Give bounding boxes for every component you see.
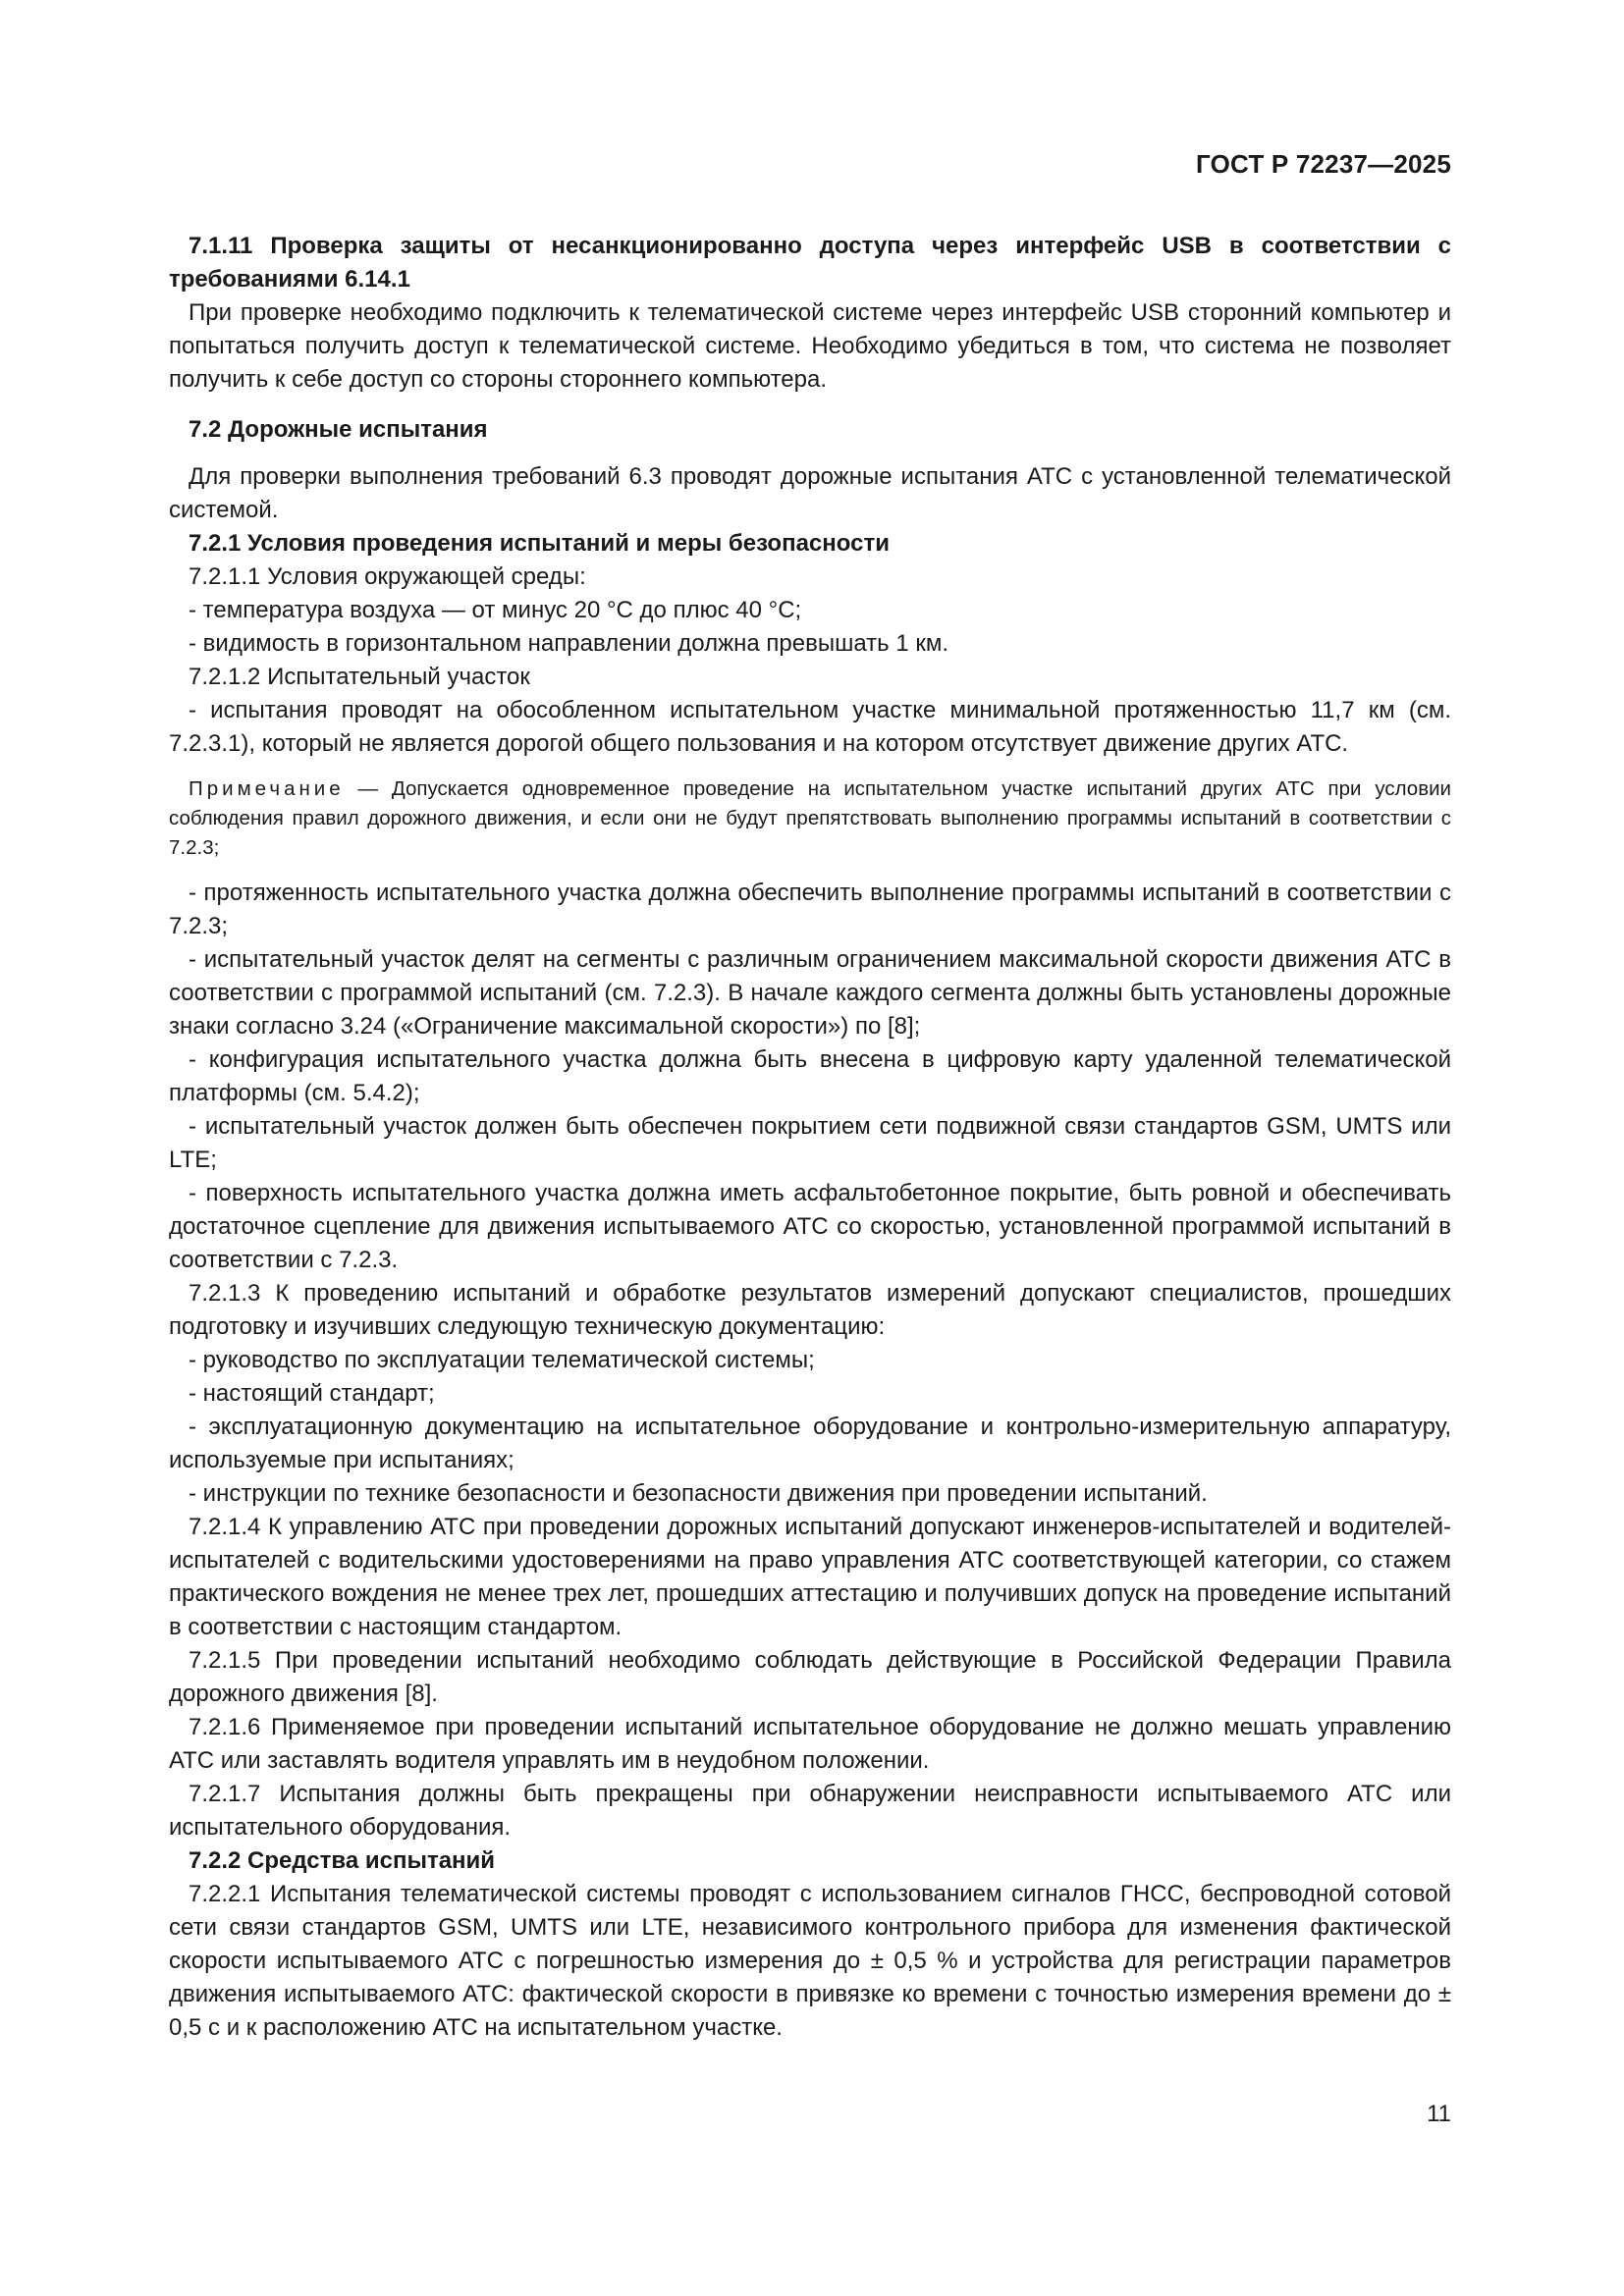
section-heading-7-2-1: 7.2.1 Условия проведения испытаний и меры безопасности — [189, 530, 890, 557]
paragraph: 7.2.1.5 При проведении испытаний необходимо соблюдать действующие в Российской Федерации Правила дорожного движения [8]. — [169, 1647, 1451, 1707]
list-item: - видимость в горизонтальном направлении должна превышать 1 км. — [189, 630, 949, 657]
list-item: - испытательный участок должен быть обеспечен покрытием сети подвижной связи стандартов GSM, UMTS или LTE; — [169, 1113, 1451, 1173]
page-number: 11 — [1427, 2101, 1451, 2127]
list-item: - эксплуатационную документацию на испытательное оборудование и контрольно-измерительную аппаратуру, используемые при испытаниях; — [169, 1414, 1451, 1473]
list-item: - испытательный участок делят на сегменты с различным ограничением максимальной скорости движения АТС в соответствии с программой испытаний (см. 7.2.3). В начале каждого сегмента должны быть установлены дорожные знаки согласно 3.24 («Ограничение максимальной скорости») по [8]; — [169, 946, 1451, 1040]
paragraph: Для проверки выполнения требований 6.3 проводят дорожные испытания АТС с установленной телематической системой. — [169, 463, 1451, 523]
paragraph: 7.2.2.1 Испытания телематической системы проводят с использованием сигналов ГНСС, беспроводной сотовой сети связи стандартов GSM, UMTS или LTE, независимого контрольного прибора для изменения фактической скорости испытываемого АТС с погрешностью измерения до ± 0,5 % и устройства для регистрации параметров движения испытываемого АТС: фактической скорости в привязке ко времени с точностью измерения времени до ± 0,5 с и к расположению АТС на испытательном участке. — [169, 1881, 1451, 2041]
section-heading-7-2: 7.2 Дорожные испытания — [189, 416, 488, 443]
list-item: - конфигурация испытательного участка должна быть внесена в цифровую карту удаленной телематической платформы (см. 5.4.2); — [169, 1046, 1451, 1106]
list-item: - поверхность испытательного участка должна иметь асфальтобетонное покрытие, быть ровной и обеспечивать достаточное сцепление для движения испытываемого АТС со скоростью, установленной программой испытаний в соответствии с 7.2.3. — [169, 1180, 1451, 1273]
paragraph: При проверке необходимо подключить к телематической системе через интерфейс USB сторонний компьютер и попытаться получить доступ к телематической системе. Необходимо убедиться в том, что система не позволяет получить к себе доступ со стороны стороннего компьютера. — [169, 299, 1451, 393]
list-item: - инструкции по технике безопасности и безопасности движения при проведении испытаний. — [189, 1480, 1208, 1507]
list-item: - настоящий стандарт; — [189, 1380, 435, 1407]
note-block — [169, 774, 1451, 863]
list-item: - протяженность испытательного участка должна обеспечить выполнение программы испытаний в соответствии с 7.2.3; — [169, 880, 1451, 939]
section-heading-7-2-2: 7.2.2 Средства испытаний — [189, 1847, 496, 1874]
section-heading-7-1-11: 7.1.11 Проверка защиты от несанкционированно доступа через интерфейс USB в соответствии с требованиями 6.14.1 — [169, 233, 1451, 293]
standard-header: ГОСТ Р 72237—2025 — [1196, 149, 1451, 179]
paragraph: 7.2.1.3 К проведению испытаний и обработке результатов измерений допускают специалистов, прошедших подготовку и изучивших следующую техническую документацию: — [169, 1280, 1451, 1340]
paragraph: 7.2.1.6 Применяемое при проведении испытаний испытательное оборудование не должно мешать управлению АТС или заставлять водителя управлять им в неудобном положении. — [169, 1714, 1451, 1774]
document-body — [169, 230, 1451, 2045]
paragraph: 7.2.1.4 К управлению АТС при проведении дорожных испытаний допускают инженеров-испытателей и водителей-испытателей с водительскими удостоверениями на право управления АТС соответствующей категории, со стажем практического вождения не менее трех лет, прошедших аттестацию и получивших допуск на проведение испытаний в соответствии с настоящим стандартом. — [169, 1514, 1451, 1640]
note-label: Примечание — [189, 777, 345, 800]
list-item: - температура воздуха — от минус 20 °С до плюс 40 °С; — [189, 597, 802, 623]
paragraph: 7.2.1.7 Испытания должны быть прекращены при обнаружении неисправности испытываемого АТС или испытательного оборудования. — [169, 1781, 1451, 1841]
paragraph: 7.2.1.2 Испытательный участок — [189, 664, 530, 690]
list-item: - испытания проводят на обособленном испытательном участке минимальной протяженностью 11,7 км (см. 7.2.3.1), который не является дорогой общего пользования и на котором отсутствует движение других АТС. — [169, 697, 1451, 757]
note-text: — Допускается одновременное проведение на испытательном участке испытаний других АТС при условии соблюдения правил дорожного движения, и если они не будут препятствовать выполнению программы испытаний в соответствии с 7.2.3; — [169, 777, 1451, 859]
paragraph: 7.2.1.1 Условия окружающей среды: — [189, 563, 586, 590]
list-item: - руководство по эксплуатации телематической системы; — [189, 1347, 815, 1373]
